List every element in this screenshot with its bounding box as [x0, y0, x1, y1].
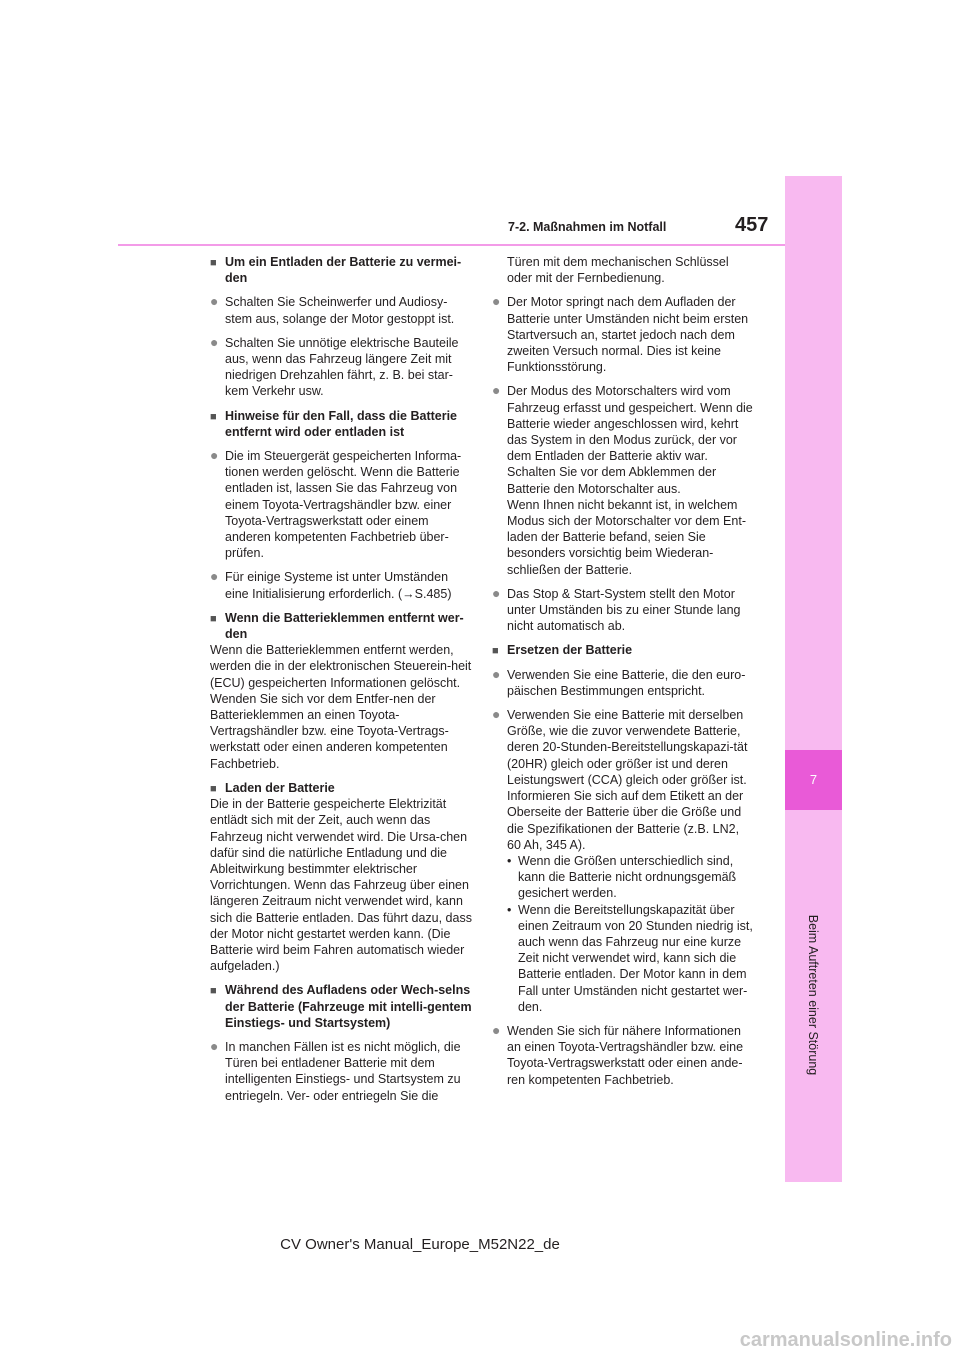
bullet-item: ● Schalten Sie unnötige elektrische Bauteile aus, wenn das Fahrzeug längere Zeit mit niedrigen Drehzahlen fährt, z. B. bei star-kem Verkehr usw. [210, 333, 459, 399]
bullet-item: ● Wenden Sie sich für nähere Informationen an einen Toyota-Vertragshändler bzw. eine Toyota-Vertragswerkstatt oder einen ande-ren kompetenten Fachbetrieb. [492, 1021, 744, 1087]
continued-text: Türen mit dem mechanischen Schlüssel oder mit der Fernbedienung. [507, 255, 729, 286]
bullet-item: ● In manchen Fällen ist es nicht möglich, die Türen bei entladener Batterie mit dem intelligenten Einstiegs- und Startsystem zu entriegeln. Ver- oder entriegeln Sie die [210, 1037, 461, 1103]
chapter-number: 7 [809, 772, 818, 787]
square-bullet-icon: ■ [492, 645, 499, 658]
bullet-item: ● Die im Steuergerät gespeicherten Informa-tionen werden gelöscht. Wenn die Batterie entladen ist, lassen Sie das Fahrzeug von einem Toyota-Vertragshändler bzw. einer Toyota-Vertragswerkstatt oder einem anderen kompetenten Fachbetrieb über-prüfen. [210, 447, 462, 561]
paragraph: Wenn die Batterieklemmen entfernt werden, werden die in der elektronischen Steuerein-heit (ECU) gespeicherten Informationen gelöscht. Wenden Sie sich vor dem Entfer-nen der Batterieklemmen an einen Toyota-Vertragshändler bzw. eine Toyota-Vertrags-werkstatt oder einen anderen kompetenten Fachbetrieb. [210, 643, 472, 771]
section-title: 7-2. Maßnahmen im Notfall [508, 220, 667, 234]
right-column [492, 254, 754, 1096]
circle-bullet-icon: ● [210, 447, 219, 464]
circle-bullet-icon: ● [492, 382, 501, 399]
header-rule [118, 244, 785, 246]
bullet-item: ● Schalten Sie Scheinwerfer und Audiosy-stem aus, solange der Motor gestoppt ist. [210, 293, 455, 326]
heading: ■ Wenn die Batterieklemmen entfernt wer-den [210, 610, 464, 642]
circle-bullet-icon: ● [210, 568, 219, 585]
square-bullet-icon: ■ [210, 410, 217, 423]
heading: ■ Hinweise für den Fall, dass die Batterie entfernt wird oder entladen ist [210, 408, 458, 439]
watermark: carmanualsonline.info [739, 1329, 952, 1351]
page-number: 457 [735, 214, 769, 236]
bullet-item: ● Verwenden Sie eine Batterie mit derselben Größe, wie die zuvor verwendete Batterie, deren 20-Stunden-Bereitstellungskapazi-tät (20HR) gleich oder größer ist und deren Leistungswert (CCA) gleich oder größer ist. Informieren Sie sich auf dem Etikett an der Oberseite der Batterie über die Größe und die Spezifikationen der Batterie (z.B. LN2, 60 Ah, 345 A). [492, 706, 748, 852]
footer [0, 1236, 960, 1253]
bullet-item: ● Das Stop & Start-System stellt den Motor unter Umständen bis zu einer Stunde lang nicht automatisch ab. [492, 584, 741, 634]
paragraph: Die in der Batterie gespeicherte Elektrizität entlädt sich mit der Zeit, auch wenn das Fahrzeug nicht verwendet wird. Die Ursa-chen dafür sind die natürliche Entladung und die Ableitwirkung bestimmter elektrischer Vorrichtungen. Wenn das Fahrzeug über einen längeren Zeitraum nicht verwendet wird, kann sich die Batterie entladen. Das führt dazu, dass der Motor nicht gestartet werden kann. (Die Batterie wird beim Fahren automatisch wieder aufgeladen.) [210, 797, 472, 974]
circle-bullet-icon: ● [492, 706, 501, 723]
circle-bullet-icon: ● [492, 293, 501, 310]
circle-bullet-icon: ● [492, 584, 501, 601]
heading: ■ Ersetzen der Batterie [492, 642, 754, 658]
circle-bullet-icon: ● [210, 293, 219, 310]
bullet-item: ● Der Modus des Motorschalters wird vom Fahrzeug erfasst und gespeichert. Wenn die Batterie wieder angeschlossen wird, kehrt das System in den Modus zurück, der vor dem Entladen der Batterie aktiv war. Schalten Sie vor dem Abklemmen der Batterie den Motorschalter aus. Wenn Ihnen nicht bekannt ist, in welchem Modus sich der Motorschalter vor dem Ent-laden der Batterie befand, seien Sie besonders vorsichtig beim Wiederan-schließen der Batterie. [492, 382, 753, 577]
bullet-item: ● Für einige Systeme ist unter Umständen eine Initialisierung erforderlich. (→S.485) [210, 568, 452, 601]
sub-bullet-item: • Wenn die Größen unterschiedlich sind, kann die Batterie nicht ordnungsgemäß gesichert werden. [507, 853, 737, 901]
circle-bullet-icon: ● [210, 333, 219, 350]
square-bullet-icon: ■ [210, 985, 217, 998]
chapter-title: Beim Auftreten einer Störung [806, 914, 820, 1076]
square-bullet-icon: ■ [210, 782, 217, 795]
heading: ■ Laden der Batterie [210, 780, 472, 796]
square-bullet-icon: ■ [210, 612, 217, 625]
left-column [210, 254, 472, 1112]
dot-bullet-icon: • [507, 902, 512, 917]
bullet-item: ● Der Motor springt nach dem Aufladen der Batterie unter Umständen nicht beim ersten Startversuch an, startet jedoch nach dem zweiten Versuch normal. Dies ist keine Funktionsstörung. [492, 293, 749, 375]
chapter-number-tab [785, 750, 842, 810]
circle-bullet-icon: ● [492, 665, 501, 682]
dot-bullet-icon: • [507, 853, 512, 868]
sub-bullet-item: • Wenn die Bereitstellungskapazität über einen Zeitraum von 20 Stunden niedrig ist, auch wenn das Fahrzeug nur eine kurze Zeit nicht verwendet wird, kann sich die Batterie entladen. Der Motor kann in dem Fall unter Umständen nicht gestartet wer-den. [507, 902, 753, 1014]
square-bullet-icon: ■ [210, 257, 217, 269]
circle-bullet-icon: ● [210, 1037, 219, 1054]
heading: ■ Um ein Entladen der Batterie zu vermei-den [210, 255, 462, 286]
footer-text: CV Owner's Manual_Europe_M52N22_de [280, 1236, 560, 1253]
bullet-item: ● Verwenden Sie eine Batterie, die den euro-päischen Bestimmungen entspricht. [492, 665, 746, 698]
circle-bullet-icon: ● [492, 1021, 501, 1038]
heading: ■ Während des Aufladens oder Wech-selns der Batterie (Fahrzeuge mit intelli-gentem Einstiegs- und Startsystem) [210, 983, 472, 1030]
